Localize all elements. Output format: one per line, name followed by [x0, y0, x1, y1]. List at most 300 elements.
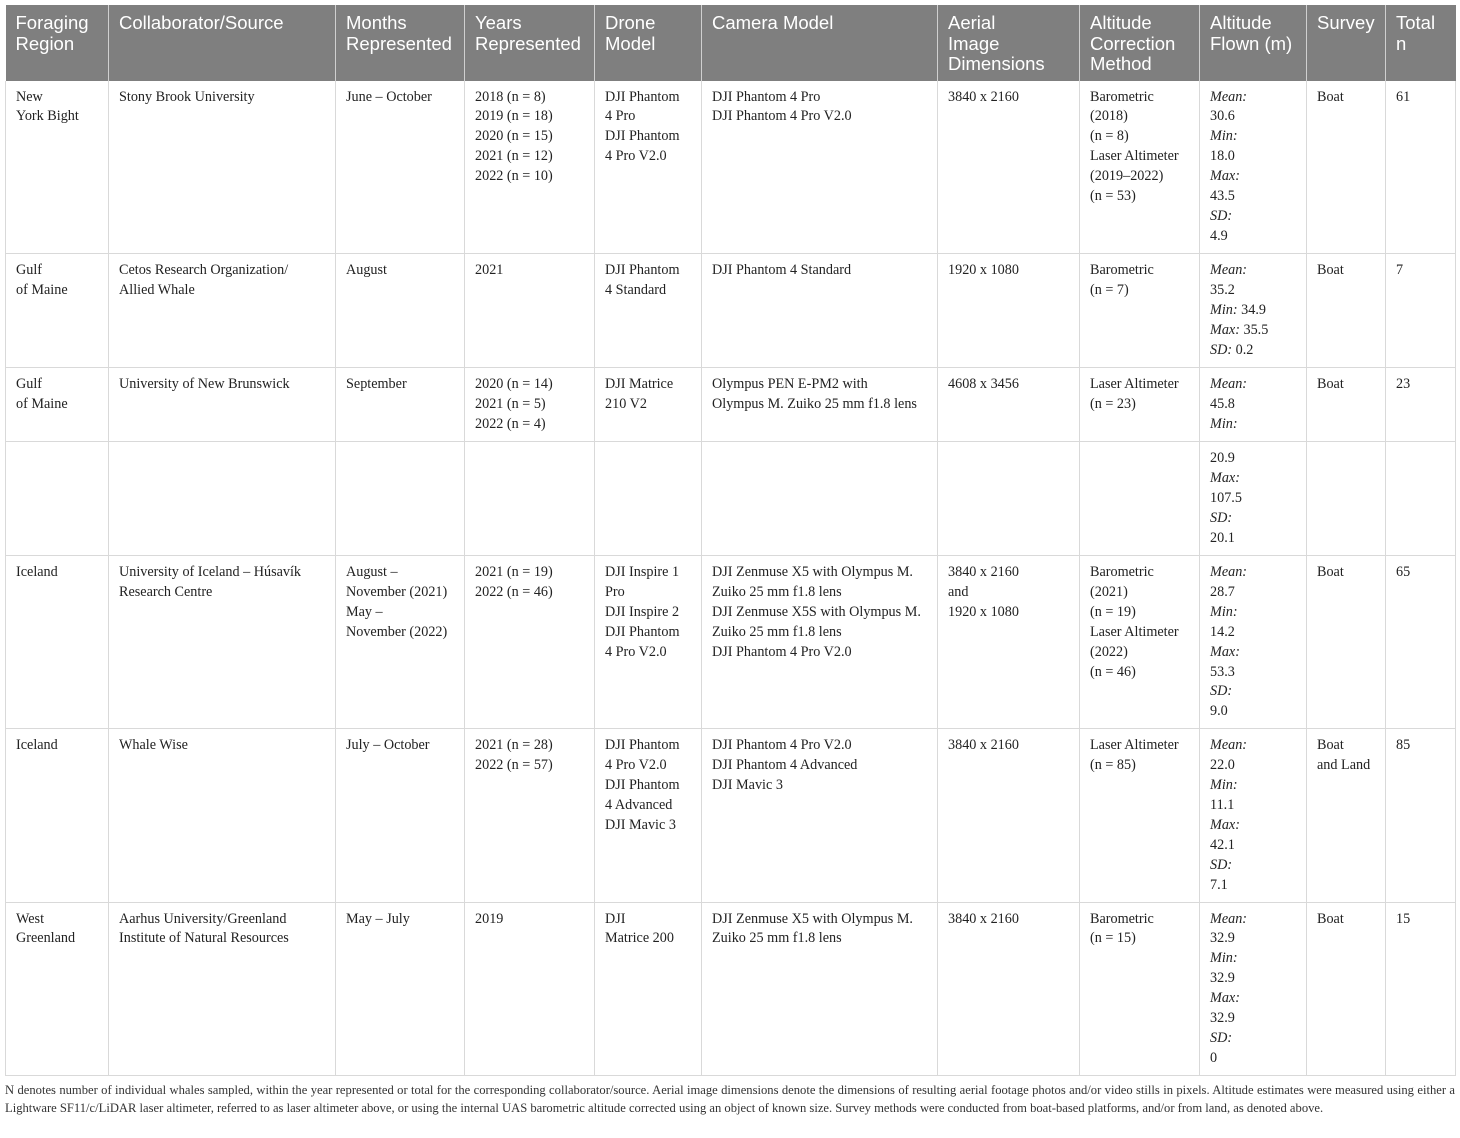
cell-text-line: May – July	[346, 910, 410, 927]
cell-altitude	[1200, 442, 1307, 556]
header-text-line: Represented	[346, 32, 452, 54]
cell-text-line: 4 Pro V2.0	[605, 757, 667, 774]
cell-years	[465, 81, 595, 254]
altitude-stat-label: Max:	[1210, 643, 1240, 660]
cell-text-line: (n = 15)	[1090, 930, 1136, 947]
altitude-stat-label: Max:	[1210, 990, 1240, 1007]
cell-text-line: Barometric	[1090, 910, 1154, 927]
cell-text-line: 4 Standard	[605, 281, 667, 298]
altitude-stat-label: Max:	[1210, 168, 1240, 185]
cell-text-line: DJI Phantom	[605, 623, 680, 640]
header-text-line: Total	[1396, 12, 1436, 33]
header-text-line: Collaborator/Source	[119, 12, 284, 33]
table-row	[6, 442, 1456, 556]
altitude-stat-value: 32.9	[1210, 930, 1235, 947]
altitude-line	[1210, 736, 1300, 756]
header-text-line: Altitude	[1210, 12, 1272, 33]
cell-months	[336, 556, 465, 729]
cell-text-line: (n = 23)	[1090, 395, 1136, 412]
cell-text-line: of Maine	[16, 281, 68, 298]
altitude-line	[1210, 301, 1300, 321]
cell-text-line: June – October	[346, 88, 432, 105]
cell-source	[109, 902, 336, 1075]
cell-text-line: 15	[1396, 910, 1411, 927]
cell-source	[109, 442, 336, 556]
cell-text-line: 2022 (n = 4)	[475, 415, 546, 432]
altitude-line	[1210, 127, 1300, 147]
cell-source	[109, 368, 336, 442]
cell-text-line: University of New Brunswick	[119, 376, 290, 392]
altitude-line	[1210, 1009, 1300, 1029]
cell-correction	[1080, 729, 1200, 902]
altitude-line	[1210, 1049, 1300, 1069]
altitude-line	[1210, 375, 1300, 395]
cell-text-line: 4608 x 3456	[948, 376, 1019, 392]
cell-text-line: DJI	[605, 910, 626, 927]
cell-text-line: (n = 53)	[1090, 188, 1136, 205]
altitude-stat-value: 0	[1210, 1049, 1218, 1066]
altitude-line	[1210, 415, 1300, 435]
altitude-line	[1210, 910, 1300, 930]
cell-text-line: Barometric	[1090, 262, 1154, 278]
altitude-line	[1210, 836, 1300, 856]
altitude-line	[1210, 395, 1300, 415]
altitude-line	[1210, 107, 1300, 127]
cell-text-line: DJI Mavic 3	[712, 777, 783, 794]
cell-correction	[1080, 556, 1200, 729]
altitude-line	[1210, 563, 1300, 583]
header-text-line: Years	[475, 12, 522, 33]
cell-text-line: 65	[1396, 564, 1411, 580]
cell-text-line: (2021)	[1090, 583, 1128, 600]
cell-total	[1386, 729, 1456, 902]
cell-total	[1386, 81, 1456, 254]
altitude-stat-label: Min:	[1210, 777, 1238, 794]
header-text-line: Drone	[605, 12, 656, 33]
cell-survey	[1307, 81, 1386, 254]
altitude-stat-label: SD:	[1210, 683, 1233, 700]
cell-drone	[595, 902, 702, 1075]
altitude-line	[1210, 321, 1300, 341]
cell-text-line: 2021 (n = 28)	[475, 737, 553, 754]
cell-text-line: 210 V2	[605, 395, 647, 412]
cell-correction	[1080, 902, 1200, 1075]
header-text-line: Correction	[1090, 32, 1176, 54]
header-text-line: Camera Model	[712, 12, 834, 33]
altitude-line	[1210, 856, 1300, 876]
altitude-line	[1210, 1029, 1300, 1049]
cell-survey	[1307, 254, 1386, 368]
cell-correction	[1080, 442, 1200, 556]
cell-drone	[595, 442, 702, 556]
cell-text-line: September	[346, 376, 407, 392]
altitude-line	[1210, 949, 1300, 969]
cell-text-line: Matrice 200	[605, 930, 674, 947]
altitude-stat-label: SD:	[1210, 509, 1233, 526]
cell-camera	[702, 442, 938, 556]
table-row	[6, 254, 1456, 368]
cell-years	[465, 556, 595, 729]
cell-altitude	[1200, 902, 1307, 1075]
cell-text-line: August	[346, 262, 387, 278]
cell-text-line: Laser Altimeter	[1090, 737, 1179, 754]
cell-total	[1386, 254, 1456, 368]
cell-text-line: 2022 (n = 46)	[475, 583, 553, 600]
cell-text-line: Barometric	[1090, 564, 1154, 580]
cell-drone	[595, 254, 702, 368]
cell-years	[465, 729, 595, 902]
cell-text-line: 3840 x 2160	[948, 737, 1019, 754]
altitude-stat-label: Min:	[1210, 128, 1238, 145]
header-months-represented	[336, 5, 465, 81]
cell-years	[465, 442, 595, 556]
altitude-stat-value: 0.2	[1232, 341, 1254, 358]
altitude-line	[1210, 682, 1300, 702]
header-survey	[1307, 5, 1386, 81]
altitude-stat-value: 7.1	[1210, 876, 1228, 893]
cell-text-line: Laser Altimeter	[1090, 376, 1179, 392]
cell-altitude	[1200, 556, 1307, 729]
cell-correction	[1080, 81, 1200, 254]
altitude-stat-label: SD:	[1210, 341, 1233, 358]
cell-camera	[702, 254, 938, 368]
altitude-stat-label: Max:	[1210, 816, 1240, 833]
cell-text-line: 4 Pro V2.0	[605, 643, 667, 660]
cell-camera	[702, 556, 938, 729]
header-text-line: Represented	[475, 32, 581, 54]
cell-text-line: Aarhus University/Greenland	[119, 910, 287, 927]
table-row	[6, 81, 1456, 254]
cell-total	[1386, 902, 1456, 1075]
cell-survey	[1307, 556, 1386, 729]
cell-dims	[938, 729, 1080, 902]
cell-text-line: Boat	[1317, 564, 1344, 580]
cell-text-line: 7	[1396, 262, 1404, 278]
cell-text-line: 2021 (n = 5)	[475, 395, 546, 412]
altitude-stat-label: Max:	[1210, 469, 1240, 486]
altitude-stat-value: 34.9	[1237, 301, 1266, 318]
altitude-stat-label: SD:	[1210, 207, 1233, 224]
cell-text-line: 4 Pro	[605, 108, 636, 125]
altitude-stat-label: Min:	[1210, 603, 1238, 620]
cell-dims	[938, 254, 1080, 368]
cell-camera	[702, 729, 938, 902]
cell-text-line: DJI Zenmuse X5 with Olympus M.	[712, 910, 913, 927]
cell-months	[336, 254, 465, 368]
cell-text-line: (2022)	[1090, 643, 1128, 660]
cell-dims	[938, 902, 1080, 1075]
altitude-stat-label: Min:	[1210, 301, 1238, 318]
header-text-line: Survey	[1317, 12, 1375, 33]
header-text-line: Region	[15, 32, 75, 54]
altitude-line	[1210, 876, 1300, 896]
table-header-row	[6, 5, 1456, 81]
altitude-line	[1210, 989, 1300, 1009]
cell-text-line: Stony Brook University	[119, 88, 255, 105]
altitude-stat-label: Max:	[1210, 321, 1240, 338]
cell-text-line: 2020 (n = 14)	[475, 376, 553, 392]
altitude-stat-value: 4.9	[1210, 227, 1228, 244]
table-row	[6, 556, 1456, 729]
cell-text-line: November (2021)	[346, 583, 448, 600]
cell-text-line: 61	[1396, 88, 1411, 105]
cell-dims	[938, 368, 1080, 442]
cell-months	[336, 729, 465, 902]
altitude-line	[1210, 969, 1300, 989]
header-text-line: Altitude	[1090, 12, 1152, 33]
header-collaborator-source	[109, 5, 336, 81]
cell-drone	[595, 729, 702, 902]
altitude-line	[1210, 167, 1300, 187]
altitude-stat-value: 35.2	[1210, 281, 1235, 298]
cell-text-line: 4 Advanced	[605, 796, 673, 813]
cell-years	[465, 254, 595, 368]
cell-text-line: Boat	[1317, 262, 1344, 278]
altitude-stat-value: 107.5	[1210, 489, 1242, 506]
cell-text-line: Gulf	[16, 262, 43, 278]
altitude-stat-label: Mean:	[1210, 910, 1248, 927]
altitude-stat-value: 30.6	[1210, 108, 1235, 125]
header-text-line: Dimensions	[948, 53, 1045, 74]
cell-text-line: (2019–2022)	[1090, 168, 1164, 185]
altitude-line	[1210, 341, 1300, 361]
cell-text-line: Boat	[1317, 376, 1344, 392]
cell-text-line: Research Centre	[119, 583, 213, 600]
altitude-line	[1210, 603, 1300, 623]
header-foraging-region	[6, 5, 109, 81]
cell-text-line: and Land	[1317, 757, 1371, 774]
altitude-line	[1210, 796, 1300, 816]
cell-text-line: 2018 (n = 8)	[475, 88, 546, 105]
table-row	[6, 902, 1456, 1075]
cell-text-line: of Maine	[16, 395, 68, 412]
header-text-line: Months	[346, 12, 407, 33]
altitude-line	[1210, 449, 1300, 469]
cell-months	[336, 81, 465, 254]
cell-text-line: DJI Mavic 3	[605, 816, 676, 833]
cell-text-line: Olympus M. Zuiko 25 mm f1.8 lens	[712, 395, 917, 412]
cell-altitude	[1200, 254, 1307, 368]
header-text-line: Aerial	[948, 12, 996, 33]
table-body	[6, 81, 1456, 1076]
cell-text-line: (n = 19)	[1090, 603, 1136, 620]
altitude-line	[1210, 207, 1300, 227]
cell-drone	[595, 368, 702, 442]
cell-source	[109, 254, 336, 368]
cell-text-line: 2022 (n = 57)	[475, 757, 553, 774]
table-row	[6, 368, 1456, 442]
header-camera-model	[702, 5, 938, 81]
cell-correction	[1080, 368, 1200, 442]
altitude-stat-value: 18.0	[1210, 148, 1235, 165]
altitude-line	[1210, 88, 1300, 108]
altitude-stat-label: Mean:	[1210, 88, 1248, 105]
cell-text-line: DJI Phantom 4 Pro	[712, 88, 821, 105]
cell-text-line: and	[948, 583, 969, 600]
cell-text-line: DJI Matrice	[605, 376, 674, 392]
altitude-stat-value: 35.5	[1239, 321, 1269, 338]
cell-text-line: 4 Pro V2.0	[605, 148, 667, 165]
altitude-stat-label: Mean:	[1210, 564, 1248, 580]
cell-years	[465, 368, 595, 442]
cell-text-line: Laser Altimeter	[1090, 148, 1179, 165]
header-text-line: Foraging	[15, 12, 89, 33]
cell-text-line: 2021	[475, 262, 504, 278]
cell-text-line: 2021 (n = 19)	[475, 564, 553, 580]
cell-text-line: DJI Phantom	[605, 777, 680, 794]
cell-text-line: DJI Phantom 4 Advanced	[712, 757, 858, 774]
header-years-represented	[465, 5, 595, 81]
cell-region	[6, 902, 109, 1075]
cell-months	[336, 902, 465, 1075]
altitude-line	[1210, 281, 1300, 301]
header-altitude-flown	[1200, 5, 1307, 81]
altitude-stat-value: 20.9	[1210, 450, 1235, 466]
cell-text-line: West	[16, 910, 45, 927]
table-footnote: N denotes number of individual whales sampled, within the year represented or total for the corresponding collaborator/source. Aerial image dimensions denote the dimensions of resulting aerial footage photos and/or video stills in pixels. Altitude estimates were measured using either a Lightware SF11/c/LiDAR laser altimeter, referred to as laser altimeter above, or using the internal UAS barometric altitude corrected using an object of known size. Survey methods were conducted from boat-based platforms, and/or from land, as denoted above.	[5, 1083, 1455, 1115]
cell-text-line: 3840 x 2160	[948, 88, 1019, 105]
cell-text-line: 2019 (n = 18)	[475, 108, 553, 125]
cell-region	[6, 729, 109, 902]
cell-drone	[595, 81, 702, 254]
altitude-stat-label: Mean:	[1210, 262, 1248, 278]
cell-text-line: 3840 x 2160	[948, 910, 1019, 927]
altitude-line	[1210, 489, 1300, 509]
cell-altitude	[1200, 729, 1307, 902]
cell-text-line: Cetos Research Organization/	[119, 262, 289, 278]
cell-text-line: July – October	[346, 737, 430, 754]
cell-text-line: 85	[1396, 737, 1411, 754]
altitude-line	[1210, 261, 1300, 281]
altitude-line	[1210, 929, 1300, 949]
altitude-stat-value: 11.1	[1210, 796, 1235, 813]
cell-region	[6, 81, 109, 254]
cell-text-line: DJI Phantom 4 Pro V2.0	[712, 737, 852, 754]
cell-text-line: Institute of Natural Resources	[119, 930, 289, 947]
cell-text-line: DJI Zenmuse X5 with Olympus M.	[712, 564, 913, 580]
cell-text-line: Iceland	[16, 737, 58, 754]
header-drone-model	[595, 5, 702, 81]
cell-text-line: DJI Phantom 4 Pro V2.0	[712, 108, 852, 125]
cell-text-line: Zuiko 25 mm f1.8 lens	[712, 930, 842, 947]
altitude-line	[1210, 227, 1300, 247]
altitude-stat-value: 45.8	[1210, 395, 1235, 412]
cell-text-line: DJI Phantom	[605, 88, 680, 105]
cell-text-line: DJI Zenmuse X5S with Olympus M.	[712, 603, 921, 620]
cell-camera	[702, 81, 938, 254]
altitude-stat-label: Min:	[1210, 950, 1238, 967]
cell-text-line: DJI Phantom	[605, 262, 680, 278]
cell-text-line: 2021 (n = 12)	[475, 148, 553, 165]
cell-text-line: November (2022)	[346, 623, 448, 640]
cell-months	[336, 368, 465, 442]
cell-text-line: (n = 7)	[1090, 281, 1129, 298]
cell-total	[1386, 556, 1456, 729]
cell-text-line: May –	[346, 603, 383, 620]
altitude-line	[1210, 702, 1300, 722]
header-text-line: Method	[1090, 53, 1152, 74]
altitude-stat-label: Min:	[1210, 415, 1238, 432]
cell-text-line: DJI Phantom	[605, 737, 680, 754]
cell-source	[109, 556, 336, 729]
header-text-line: Flown (m)	[1210, 32, 1293, 54]
cell-correction	[1080, 254, 1200, 368]
cell-text-line: York Bight	[16, 108, 79, 125]
cell-dims	[938, 81, 1080, 254]
cell-text-line: Greenland	[16, 930, 76, 947]
cell-text-line: Barometric	[1090, 88, 1154, 105]
cell-text-line: 3840 x 2160	[948, 564, 1019, 580]
cell-text-line: Zuiko 25 mm f1.8 lens	[712, 623, 842, 640]
cell-text-line: DJI Phantom 4 Standard	[712, 262, 852, 278]
cell-text-line: Boat	[1317, 910, 1344, 927]
cell-dims	[938, 442, 1080, 556]
cell-text-line: 2022 (n = 10)	[475, 168, 553, 185]
cell-text-line: Pro	[605, 583, 625, 600]
cell-years	[465, 902, 595, 1075]
altitude-line	[1210, 643, 1300, 663]
cell-text-line: Boat	[1317, 88, 1344, 105]
cell-region	[6, 556, 109, 729]
cell-altitude	[1200, 368, 1307, 442]
cell-text-line: DJI Phantom	[605, 128, 680, 145]
cell-region	[6, 368, 109, 442]
altitude-stat-value: 43.5	[1210, 188, 1235, 205]
altitude-line	[1210, 147, 1300, 167]
altitude-stat-value: 42.1	[1210, 836, 1235, 853]
cell-text-line: DJI Inspire 2	[605, 603, 680, 620]
header-aerial-image-dimensions	[938, 5, 1080, 81]
cell-altitude	[1200, 81, 1307, 254]
altitude-line	[1210, 583, 1300, 603]
cell-text-line: August –	[346, 564, 398, 580]
cell-dims	[938, 556, 1080, 729]
cell-text-line: (n = 46)	[1090, 663, 1136, 680]
altitude-stat-value: 22.0	[1210, 757, 1235, 774]
cell-text-line: Zuiko 25 mm f1.8 lens	[712, 583, 842, 600]
altitude-line	[1210, 529, 1300, 549]
altitude-stat-value: 32.9	[1210, 970, 1235, 987]
header-text-line: Image	[948, 32, 1000, 54]
cell-survey	[1307, 902, 1386, 1075]
table-container	[5, 5, 1455, 1076]
cell-months	[336, 442, 465, 556]
header-altitude-correction-method	[1080, 5, 1200, 81]
cell-text-line: (2018)	[1090, 108, 1128, 125]
altitude-stat-value: 14.2	[1210, 623, 1235, 640]
cell-survey	[1307, 368, 1386, 442]
cell-text-line: 23	[1396, 376, 1411, 392]
cell-text-line: Boat	[1317, 737, 1344, 754]
cell-camera	[702, 368, 938, 442]
altitude-line	[1210, 816, 1300, 836]
altitude-stat-value: 28.7	[1210, 583, 1235, 600]
altitude-stat-label: SD:	[1210, 856, 1233, 873]
cell-text-line: Iceland	[16, 564, 58, 580]
cell-text-line: New	[16, 88, 43, 105]
cell-text-line: DJI Inspire 1	[605, 564, 680, 580]
cell-region	[6, 254, 109, 368]
altitude-line	[1210, 509, 1300, 529]
altitude-line	[1210, 623, 1300, 643]
altitude-line	[1210, 776, 1300, 796]
cell-text-line: 2019	[475, 910, 504, 927]
cell-drone	[595, 556, 702, 729]
altitude-stat-label: Mean:	[1210, 376, 1248, 392]
cell-text-line: University of Iceland – Húsavík	[119, 564, 302, 580]
cell-survey	[1307, 729, 1386, 902]
altitude-stat-value: 32.9	[1210, 1010, 1235, 1027]
